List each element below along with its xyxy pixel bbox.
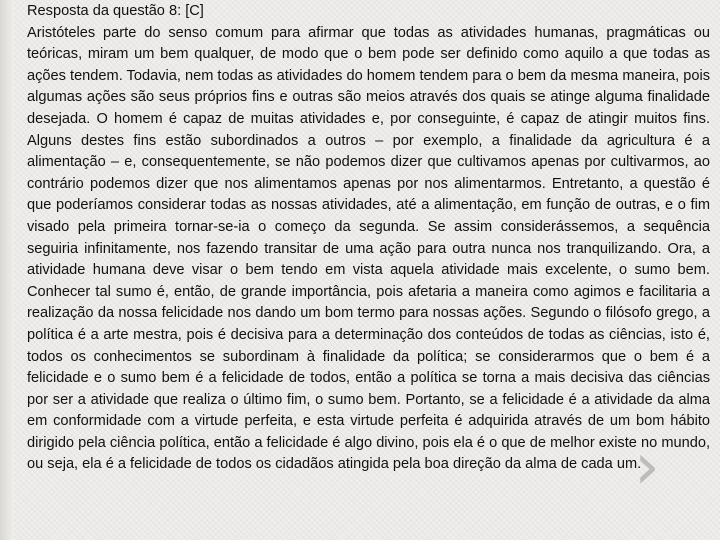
- answer-body: Aristóteles parte do senso comum para afirmar que todas as atividades humanas, pragmáticas ou teóricas, miram um bem qualquer, de modo que o bem pode ser definido como aquilo a que todas as ações tendem. Todavia, nem todas as atividades do homem tendem para o bem da mesma maneira, pois algumas ações são seus próprios fins e outras são meios através dos quais se atinge alguma finalidade desejada. O homem é capaz de muitas atividades e, por conseguinte, é capaz de atingir muitos fins. Alguns destes fins estão subordinados a outros – por exemplo, a finalidade da agricultura é a alimentação – e, consequentemente, se não podemos dizer que cultivamos apenas por cultivarmos, ao contrário podemos dizer que nos alimentamos apenas por nos alimentarmos. Entretanto, a questão é que poderíamos considerar todas as nossas atividades, até a alimentação, em função de outras, e o fim visado pela primeira tornar-se-ia o começo da segunda. Se assim considerássemos, a sequência seguiria infinitamente, nos fazendo transitar de uma ação para outra nunca nos tranquilizando. Ora, a atividade humana deve visar o bem tendo em vista aquela atividade mais excelente, o sumo bem. Conhecer tal sumo é, então, de grande importância, pois afetaria a maneira como agimos e facilitaria a realização da nossa felicidade nos dando um bom termo para nossas ações. Segundo o filósofo grego, a política é a arte mestra, pois é decisiva para a determinação dos conteúdos de todas as ciências, isto é, todos os conhecimentos se subordinam à finalidade da política; se considerarmos que o bem é a felicidade e o sumo bem é a felicidade de todos, então a política se torna a mais decisiva das ciências por ser a atividade que realiza o último fim, o sumo bem. Portanto, se a felicidade é a atividade da alma em conformidade com a virtude perfeita, e esta virtude perfeita é adquirida através de um bom hábito dirigido pela ciência política, então a felicidade é algo divino, pois ela é o que de melhor existe no mundo, ou seja, ela é a felicidade de todos os cidadãos atingida pela boa direção da alma de cada um.: [27, 24, 710, 473]
- answer-text-box: [27, 1, 710, 476]
- chevron-right-icon[interactable]: ›: [634, 430, 660, 504]
- slide-left-edge: [0, 0, 14, 540]
- question-title: Resposta da questão 8: [C]: [27, 3, 204, 19]
